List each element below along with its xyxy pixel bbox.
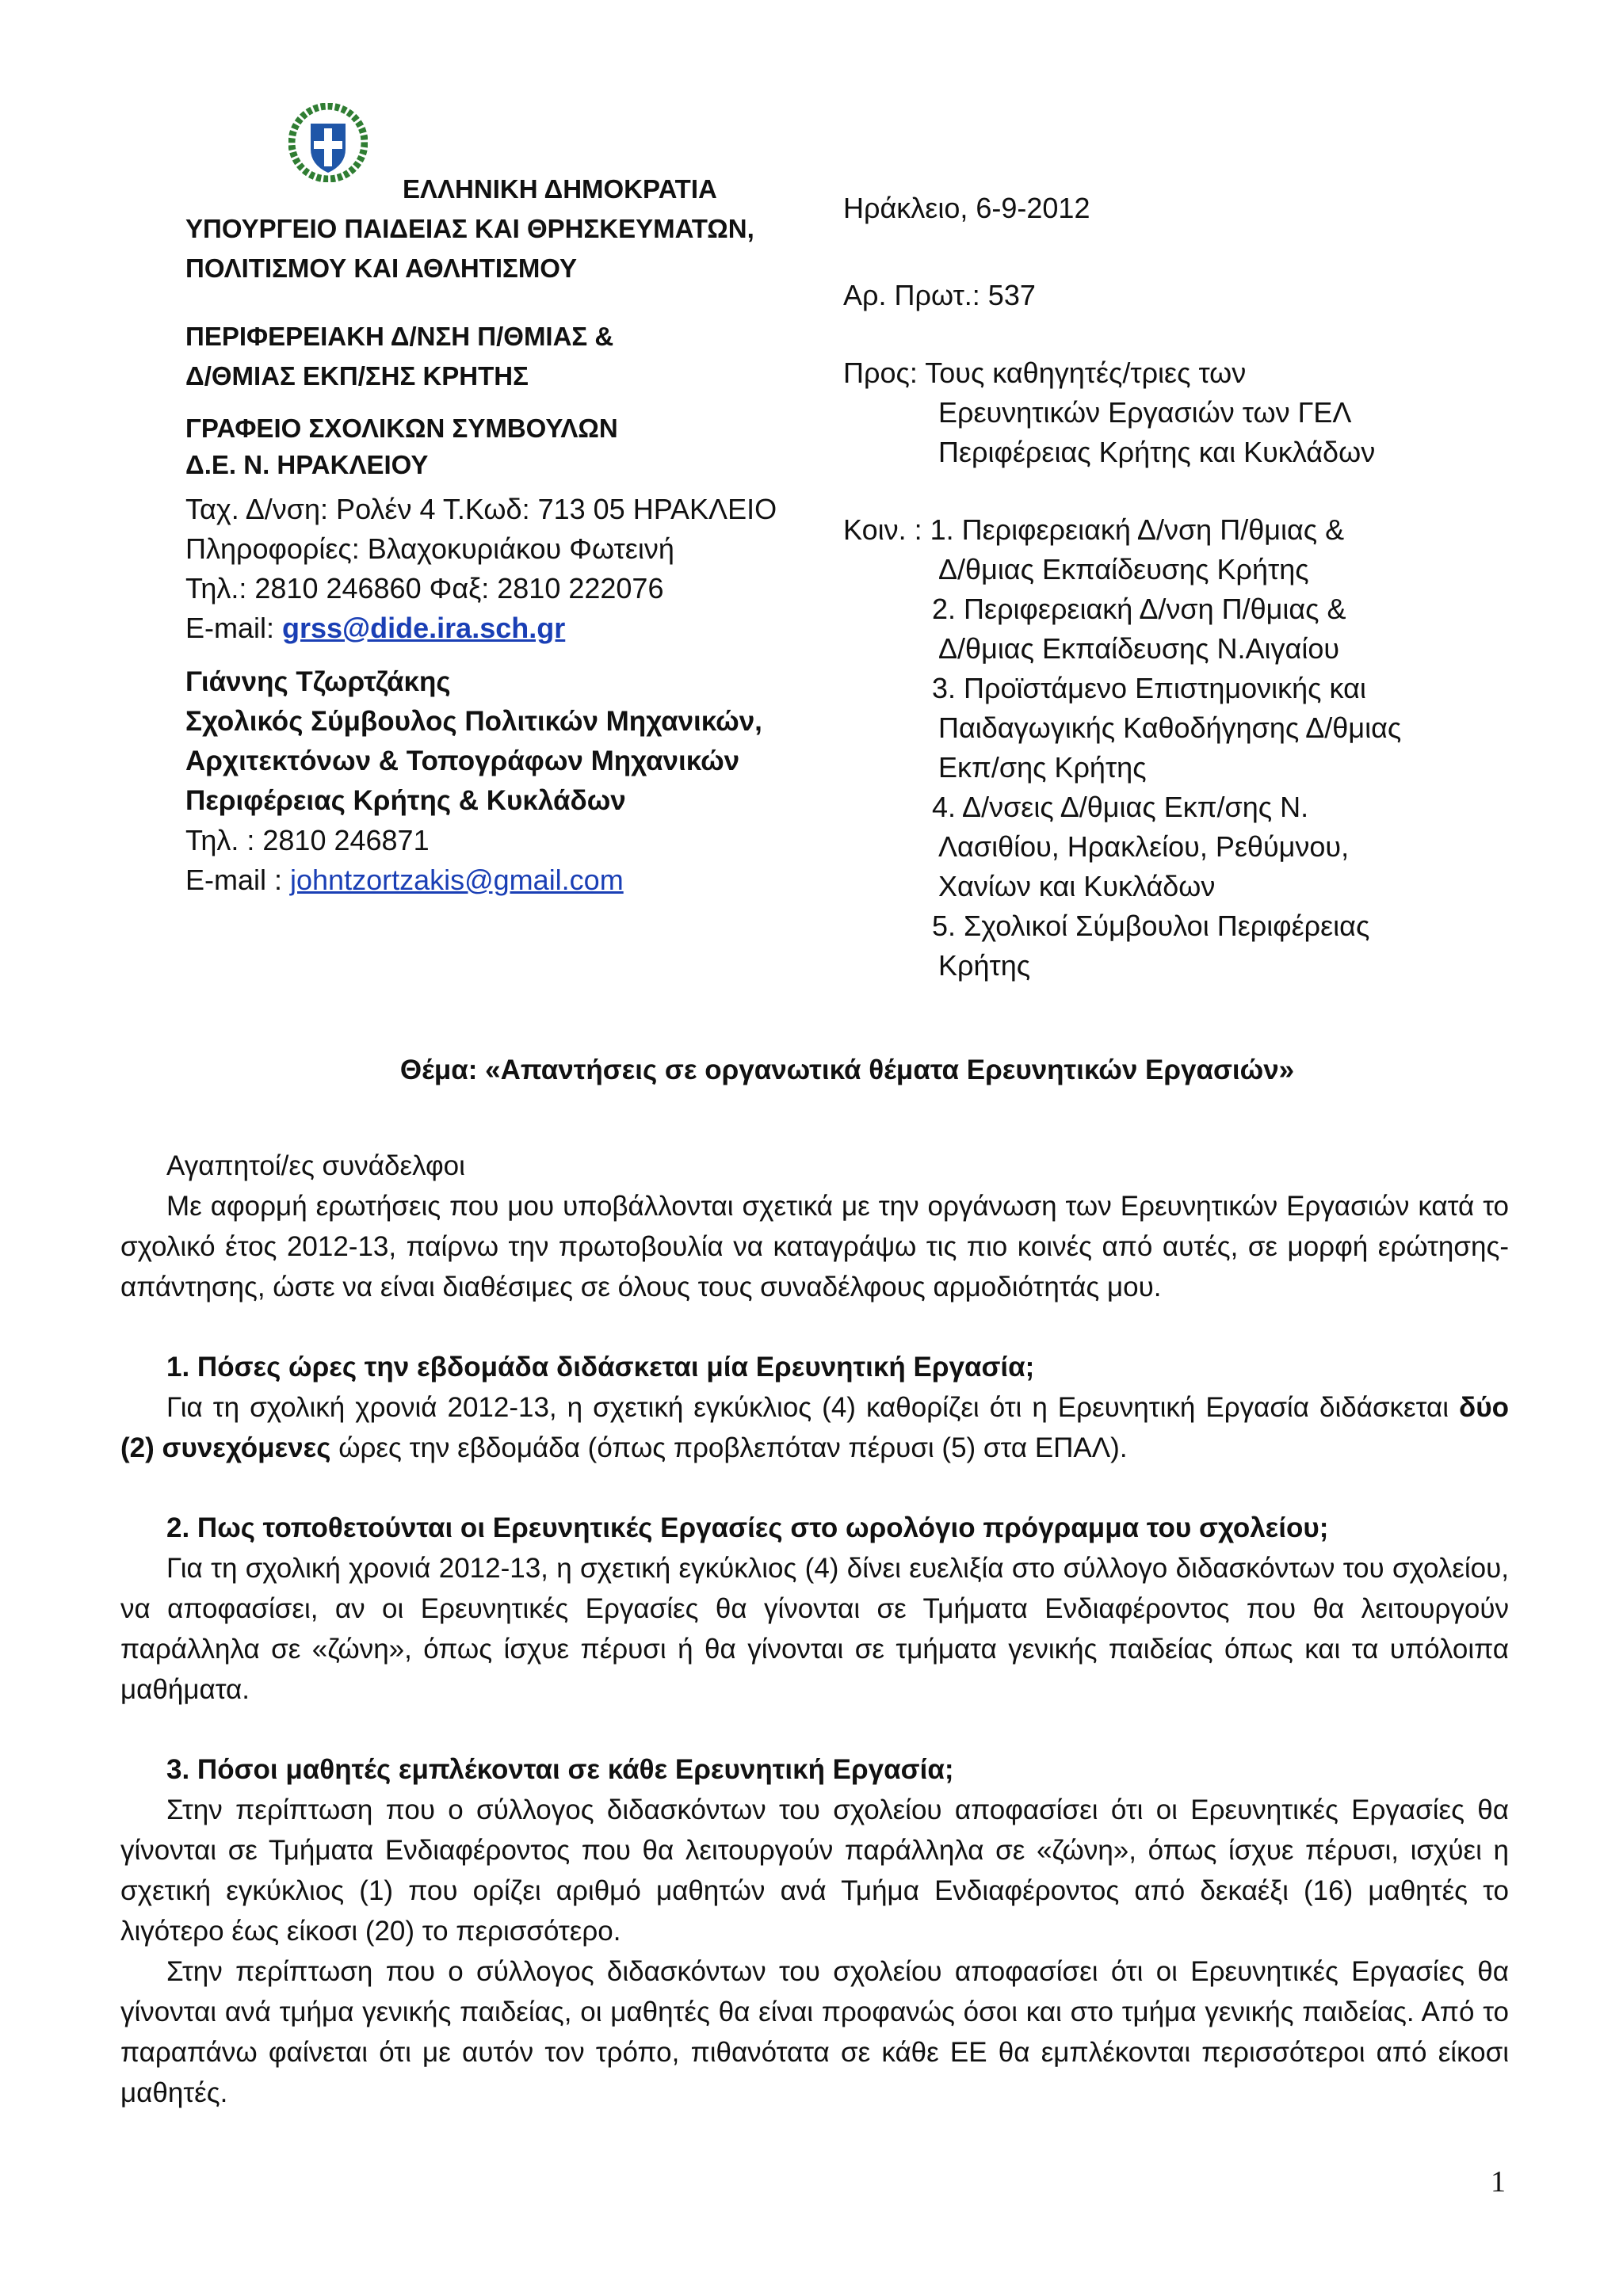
advisor-role-3: Περιφέρειας Κρήτης & Κυκλάδων — [185, 785, 626, 816]
protocol-number: Αρ. Πρωτ.: 537 — [843, 279, 1036, 311]
address-line: Ταχ. Δ/νση: Ρολέν 4 Τ.Κωδ: 713 05 ΗΡΑΚΛΕΙΟ — [185, 493, 777, 525]
advisor-role-2: Αρχιτεκτόνων & Τοπογράφων Μηχανικών — [185, 746, 740, 776]
cc-line-4: 4. Δ/νσεις Δ/θμιας Εκπ/σης Ν. — [932, 791, 1309, 823]
greeting: Αγαπητοί/ες συνάδελφοι — [166, 1150, 465, 1181]
cc-line-4b: Λασιθίου, Ηρακλείου, Ρεθύμνου, — [938, 830, 1350, 863]
question-1: 1. Πόσες ώρες την εβδομάδα διδάσκεται μία Ερευνητική Εργασία; — [166, 1352, 1035, 1383]
cc-line-3: 3. Προϊστάμενο Επιστημονικής και — [932, 672, 1366, 704]
question-3: 3. Πόσοι μαθητές εμπλέκονται σε κάθε Ερευνητική Εργασία; — [166, 1754, 954, 1785]
republic-title: ΕΛΛΗΝΙΚΗ ΔΗΜΟΚΡΑΤΙΑ — [403, 174, 717, 204]
intro-paragraph: Με αφορμή ερωτήσεις που μου υποβάλλονται σχετικά με την οργάνωση των Ερευνητικών Εργασιών κατά το σχολικό έτος 2012-13, παίρνω την πρωτοβουλία να καταγράψω τις πιο κοινές από αυτές, σε μορφή ερώτησης-απάντησης, ώστε να είναι διαθέσιμες σε όλους τους συναδέλφους αρμοδιότητάς μου. — [120, 1191, 1509, 1302]
cc-line-1b: Δ/θμιας Εκπαίδευσης Κρήτης — [938, 553, 1309, 585]
office-line-1: ΓΡΑΦΕΙΟ ΣΧΟΛΙΚΩΝ ΣΥΜΒΟΥΛΩΝ — [185, 414, 618, 443]
email-line — [185, 608, 867, 648]
cc-line-5b: Κρήτης — [938, 949, 1031, 982]
office-line-2: Δ.Ε. Ν. ΗΡΑΚΛΕΙΟΥ — [185, 450, 429, 479]
letter-body — [120, 1146, 1509, 2113]
ministry-line-2: ΠΟΛΙΤΙΣΜΟΥ ΚΑΙ ΑΘΛΗΤΙΣΜΟΥ — [185, 254, 578, 283]
directorate-line-2: Δ/ΘΜΙΑΣ ΕΚΠ/ΣΗΣ ΚΡΗΤΗΣ — [185, 361, 529, 391]
answer-1 — [120, 1387, 1509, 1468]
recipient-block — [843, 189, 1556, 986]
cc-line-4c: Χανίων και Κυκλάδων — [938, 870, 1216, 902]
answer-1-bold: δύο (2) συνεχόμενες — [120, 1392, 1509, 1463]
subject-line: Θέμα: «Απαντήσεις σε οργανωτικά θέματα Ερευνητικών Εργασιών» — [399, 1055, 1295, 1085]
answer-2: Για τη σχολική χρονιά 2012-13, η σχετική εγκύκλιος (4) δίνει ευελιξία στο σύλλογο διδασκόντων του σχολείου, να αποφασίσει, αν οι Ερευνητικές Εργασίες θα γίνονται σε Τμήματα Ενδιαφέροντος που θα λειτουργούν παράλληλα σε «ζώνη», όπως ίσχυε πέρυσι ή θα γίνονται σε τμήματα γενικής παιδείας όπως και τα υπόλοιπα μαθήματα. — [120, 1553, 1509, 1705]
info-line: Πληροφορίες: Βλαχοκυριάκου Φωτεινή — [185, 532, 674, 565]
advisor-name: Γιάννης Τζωρτζάκης — [185, 666, 451, 697]
ministry-line-1: ΥΠΟΥΡΓΕΙΟ ΠΑΙΔΕΙΑΣ ΚΑΙ ΘΡΗΣΚΕΥΜΑΤΩΝ, — [185, 214, 754, 243]
sender-block — [185, 170, 867, 900]
to-line-3: Περιφέρειας Κρήτης και Κυκλάδων — [938, 436, 1376, 468]
advisor-email-link[interactable]: johntzortzakis@gmail.com — [290, 864, 624, 896]
cc-line-2: 2. Περιφερειακή Δ/νση Π/θμιας & — [932, 593, 1346, 625]
to-line-1: Προς: Τους καθηγητές/τριες των — [843, 357, 1247, 389]
advisor-email-label: E-mail : — [185, 864, 291, 896]
cc-line-3c: Εκπ/σης Κρήτης — [938, 751, 1147, 784]
advisor-phone: Τηλ. : 2810 246871 — [185, 824, 430, 856]
place-date: Ηράκλειο, 6-9-2012 — [843, 192, 1090, 224]
advisor-role-1: Σχολικός Σύμβουλος Πολιτικών Μηχανικών, — [185, 706, 762, 737]
cc-line-5: 5. Σχολικοί Σύμβουλοι Περιφέρειας — [932, 910, 1370, 942]
office-email-link[interactable]: grss@dide.ira.sch.gr — [282, 612, 566, 644]
cc-line-3b: Παιδαγωγικής Καθοδήγησης Δ/θμιας — [938, 711, 1402, 744]
answer-1-pre: Για τη σχολική χρονιά 2012-13, η σχετική εγκύκλιος (4) καθορίζει ότι η Ερευνητική Εργασία διδάσκεται — [166, 1392, 1460, 1423]
phone-fax-line: Τηλ.: 2810 246860 Φαξ: 2810 222076 — [185, 572, 664, 605]
answer-3-paragraph-1: Στην περίπτωση που ο σύλλογος διδασκόντων του σχολείου αποφασίσει ότι οι Ερευνητικές Εργασίες θα γίνονται σε Τμήματα Ενδιαφέροντος που θα λειτουργούν παράλληλα σε «ζώνη», όπως ίσχυε πέρυσι, ισχύει η σχετική εγκύκλιος (1) που ορίζει αριθμό μαθητών ανά Τμήμα Ενδιαφέροντος από δεκαέξι (16) μαθητές το λιγότερο έως είκοσι (20) το περισσότερο. — [120, 1794, 1509, 1947]
question-2: 2. Πως τοποθετούνται οι Ερευνητικές Εργασίες στο ωρολόγιο πρόγραμμα του σχολείου; — [166, 1512, 1329, 1543]
answer-1-post: ώρες την εβδομάδα (όπως προβλεπόταν πέρυσι (5) στα ΕΠΑΛ). — [330, 1432, 1128, 1463]
to-line-2: Ερευνητικών Εργασιών των ΓΕΛ — [938, 396, 1352, 429]
page-number: 1 — [1491, 2165, 1506, 2199]
directorate-line-1: ΠΕΡΙΦΕΡΕΙΑΚΗ Δ/ΝΣΗ Π/ΘΜΙΑΣ & — [185, 322, 614, 351]
advisor-email-line — [185, 860, 867, 900]
cc-line-2b: Δ/θμιας Εκπαίδευσης Ν.Αιγαίου — [938, 632, 1340, 665]
answer-3-paragraph-2: Στην περίπτωση που ο σύλλογος διδασκόντων του σχολείου αποφασίσει ότι οι Ερευνητικές Εργασίες θα γίνονται ανά τμήμα γενικής παιδείας, οι μαθητές θα είναι προφανώς όσοι και στο τμήμα γενικής παιδείας. Από το παραπάνω φαίνεται ότι με αυτόν τον τρόπο, πιθανότατα σε κάθε ΕΕ θα εμπλέκονται περισσότεροι από είκοσι μαθητές. — [120, 1956, 1509, 2108]
cc-line-1: Κοιν. : 1. Περιφερειακή Δ/νση Π/θμιας & — [843, 513, 1345, 546]
email-label: E-mail: — [185, 612, 283, 644]
